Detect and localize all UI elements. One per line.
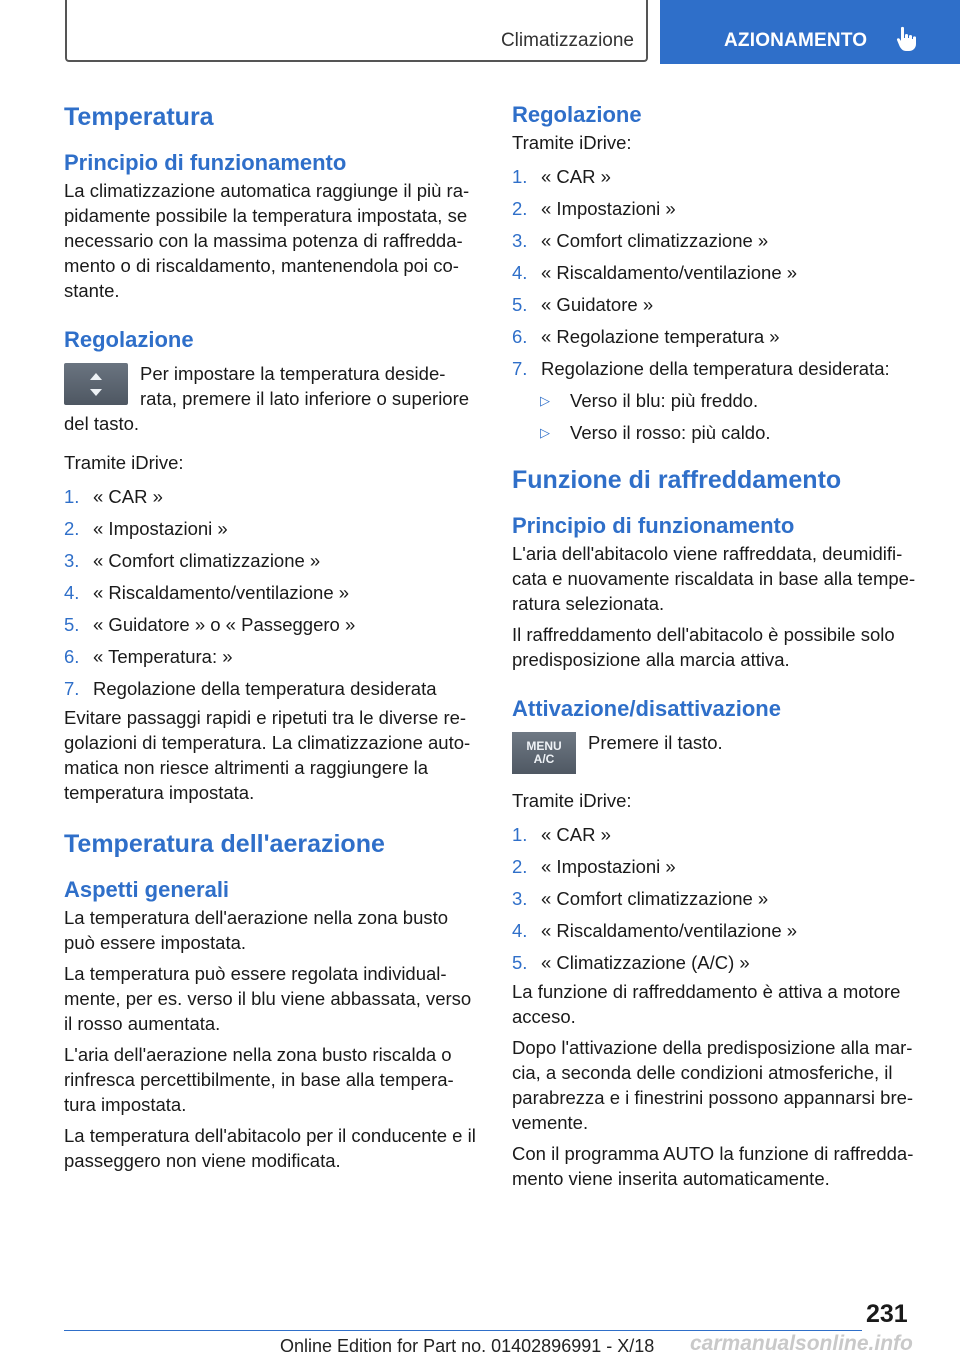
paragraph-auto: Con il programma AUTO la funzione di raffredda-mento viene inserita automaticamente.	[512, 1143, 914, 1189]
heading-aerazione: Temperatura dell'aerazione	[64, 830, 385, 858]
regolazione-icon-row	[64, 361, 478, 411]
paragraph-aspetti-2: La temperatura può essere regolata individual-mente, per es. verso il blu viene abbassata, verso il rosso aumentata.	[64, 963, 472, 1034]
paragraph-tramite-idrive-right: Tramite iDrive:	[512, 132, 632, 153]
list-item: 1. « CAR »	[512, 166, 611, 187]
list-item: 4. « Riscaldamento/ventilazione »	[64, 582, 350, 603]
paragraph-regolazione-a: Per impostare la temperatura deside-rata, premere il lato inferiore o superiore	[140, 363, 470, 409]
list-item: 1. « CAR »	[512, 824, 611, 845]
heading-raffreddamento: Funzione di raffreddamento	[512, 466, 842, 494]
attivazione-icon-row	[512, 730, 926, 774]
paragraph-premere: Premere il tasto.	[588, 732, 723, 753]
header-chapter-title: AZIONAMENTO	[724, 30, 868, 51]
up-down-rocker-icon	[64, 363, 128, 405]
right-column	[512, 100, 926, 1191]
list-item: 3. « Comfort climatizzazione »	[64, 550, 321, 571]
paragraph-aspetti-1: La temperatura dell'aerazione nella zona busto può essere impostata.	[64, 907, 449, 953]
triangle-bullet-icon: ▷	[540, 393, 550, 408]
heading-principio-right: Principio di funzionamento	[512, 513, 795, 538]
heading-regolazione: Regolazione	[64, 327, 194, 352]
right-bullets-list	[512, 385, 926, 449]
paragraph-funzione: La funzione di raffreddamento è attiva a motore acceso.	[512, 981, 901, 1027]
list-item: 4. « Riscaldamento/ventilazione »	[512, 920, 798, 941]
list-item: 3. « Comfort climatizzazione »	[512, 230, 769, 251]
menu-ac-button-icon: MENU A/C	[512, 732, 576, 774]
list-item: 6. « Temperatura: »	[64, 646, 233, 667]
paragraph-aspetti-3: L'aria dell'aerazione nella zona busto riscalda o rinfresca percettibilmente, in base alla tempera-tura impostata.	[64, 1044, 454, 1115]
triangle-bullet-icon: ▷	[540, 425, 550, 440]
list-item: 5. « Guidatore » o « Passeggero »	[64, 614, 356, 635]
heading-aspetti: Aspetti generali	[64, 877, 230, 902]
footer-divider	[64, 1330, 862, 1331]
right-steps-list	[512, 161, 926, 385]
paragraph-aspetti-4: La temperatura dell'abitacolo per il conducente e il passeggero non viene modificata.	[64, 1125, 476, 1171]
list-item: 5. « Climatizzazione (A/C) »	[512, 952, 750, 973]
paragraph-principio-1: L'aria dell'abitacolo viene raffreddata, deumidifi-cata e nuovamente riscaldata in base alla tempe-ratura selezionata.	[512, 543, 916, 614]
heading-attivazione: Attivazione/disattivazione	[512, 696, 781, 721]
paragraph-principio-2: Il raffreddamento dell'abitacolo è possibile solo predisposizione alla marcia attiva.	[512, 624, 895, 670]
list-item: 2. « Impostazioni »	[512, 198, 676, 219]
list-item: 2. « Impostazioni »	[64, 518, 228, 539]
list-item: 2. « Impostazioni »	[512, 856, 676, 877]
list-item: 7. Regolazione della temperatura desiderata:	[512, 358, 890, 379]
header-section-tab	[65, 0, 648, 62]
list-item: ▷ Verso il blu: più freddo.	[540, 385, 926, 417]
footer-edition: Online Edition for Part no. 01402896991 - X/18	[280, 1336, 655, 1356]
list-item: 1. « CAR »	[64, 486, 163, 507]
page-number: 231	[866, 1300, 908, 1328]
header-chapter-tab	[660, 0, 960, 64]
list-item: ▷ Verso il rosso: più caldo.	[540, 417, 926, 449]
paragraph-tramite-idrive: Tramite iDrive:	[64, 452, 184, 473]
left-column	[64, 100, 478, 1173]
list-item: 5. « Guidatore »	[512, 294, 654, 315]
left-steps-list	[64, 481, 478, 705]
header-section-title: Climatizzazione	[500, 30, 634, 51]
paragraph-principio: La climatizzazione automatica raggiunge il più ra-pidamente possibile la temperatura impostata, se necessario con la massima potenza di raffredda-mento o di riscaldamento, mantenendola poi co-stante.	[64, 180, 470, 301]
heading-temperatura: Temperatura	[64, 103, 214, 131]
heading-regolazione-right: Regolazione	[512, 102, 642, 127]
paragraph-regolazione-b: del tasto.	[64, 413, 140, 434]
paragraph-evitare: Evitare passaggi rapidi e ripetuti tra le diverse re-golazioni di temperatura. La climatizzazione auto-matica non riesce altrimenti a raggiungere la temperatura impostata.	[64, 707, 471, 803]
paragraph-dopo: Dopo l'attivazione della predisposizione alla mar-cia, a seconda delle condizioni atmosferiche, il parabrezza e i finestrini possono appannarsi bre-vemente.	[512, 1037, 914, 1133]
pointing-hand-icon	[896, 26, 918, 52]
heading-principio: Principio di funzionamento	[64, 150, 347, 175]
list-item: 6. « Regolazione temperatura »	[512, 326, 780, 347]
right-steps-list-2	[512, 819, 926, 979]
list-item: 3. « Comfort climatizzazione »	[512, 888, 769, 909]
list-item: 7. Regolazione della temperatura desiderata	[64, 678, 437, 699]
list-item: 4. « Riscaldamento/ventilazione »	[512, 262, 798, 283]
paragraph-tramite-idrive-2: Tramite iDrive:	[512, 790, 632, 811]
watermark: carmanualsonline.info	[690, 1332, 913, 1355]
